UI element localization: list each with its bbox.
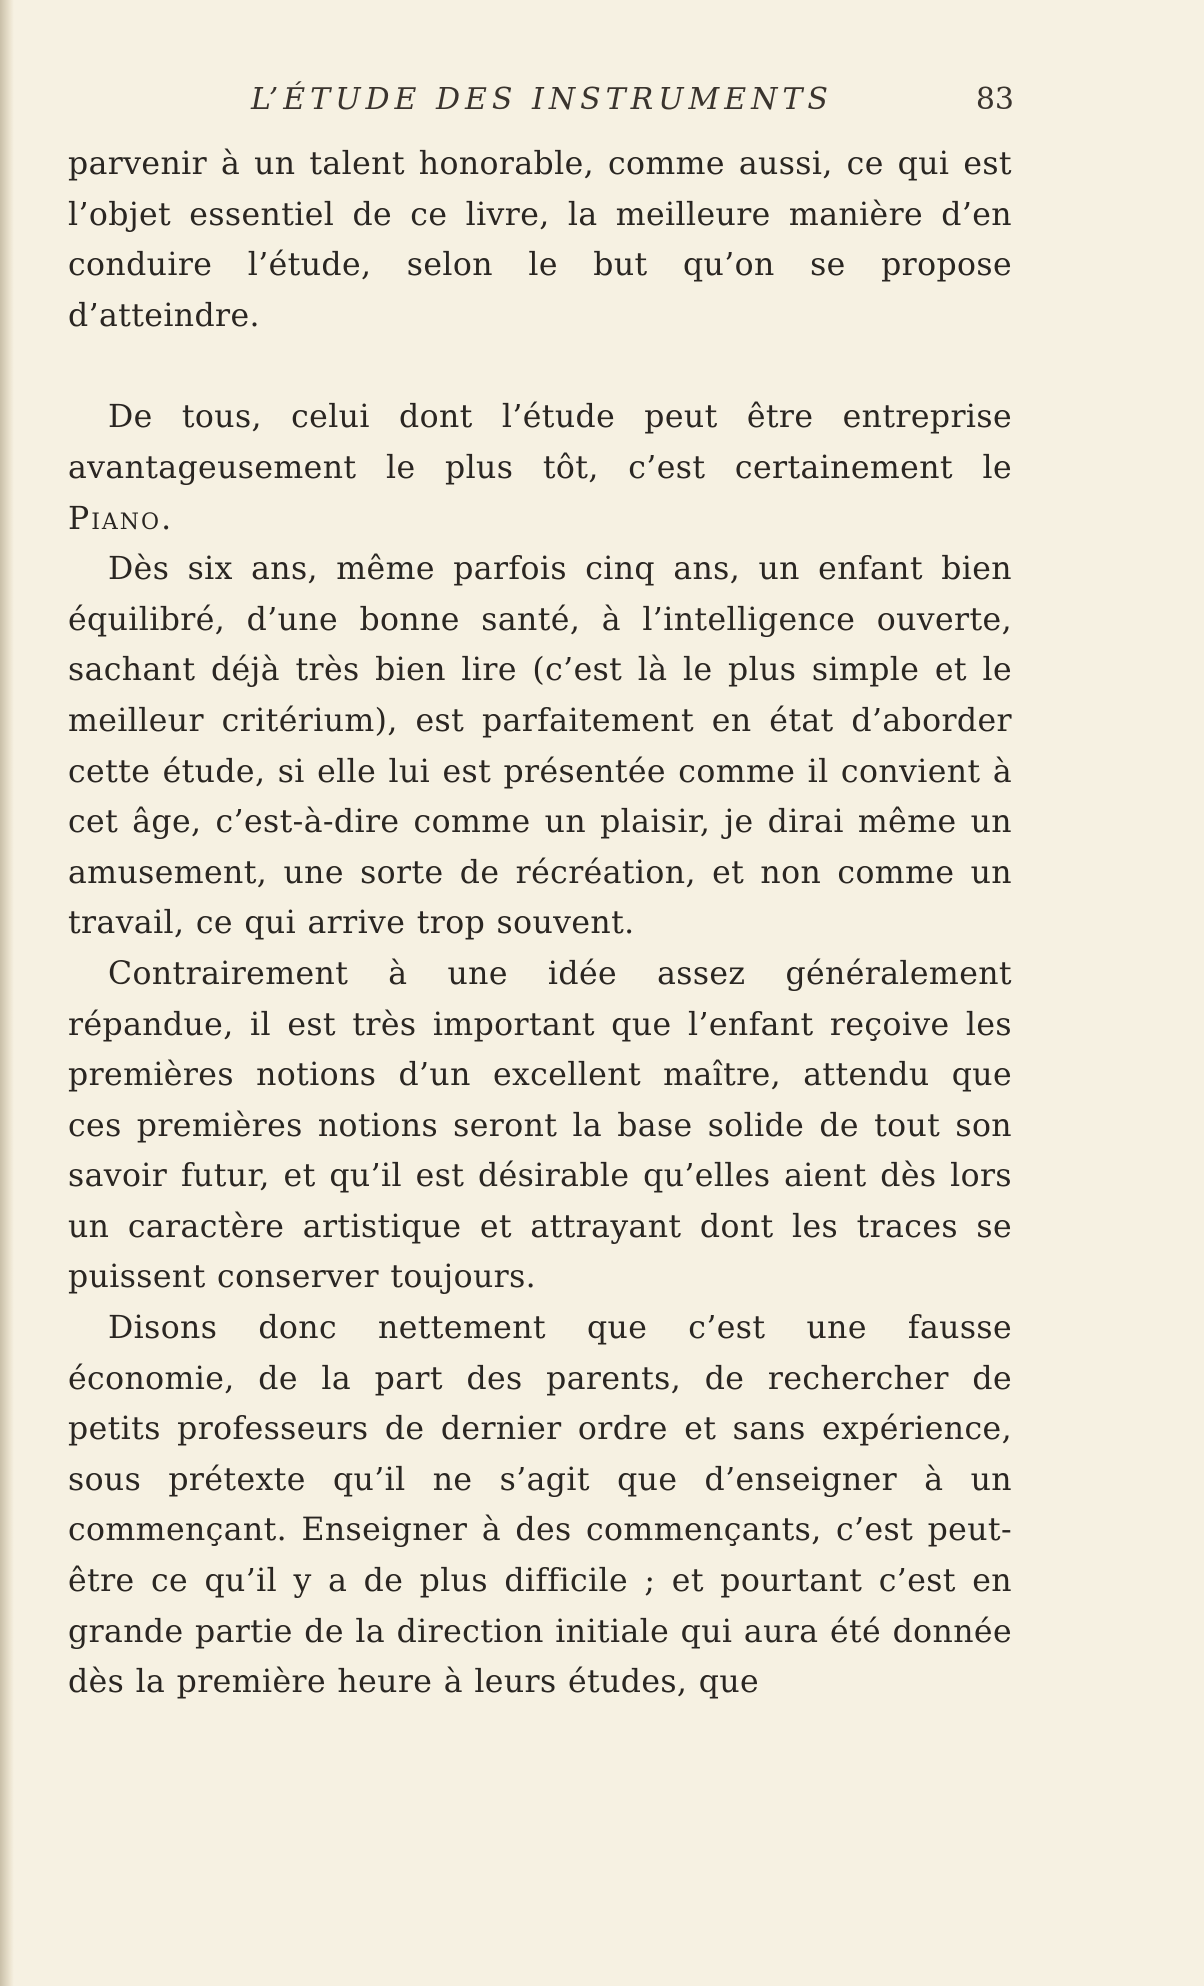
running-head [70, 80, 1014, 120]
piano-word: Piano [68, 500, 162, 537]
running-title: L’ÉTUDE DES INSTRUMENTS [251, 82, 833, 117]
page-binding-edge [0, 0, 14, 1986]
page-number: 83 [975, 82, 1014, 117]
paragraph-gap [68, 341, 1012, 392]
paragraph-2-end: . [161, 500, 172, 537]
paragraph-2-text: De tous, celui dont l’étude peut être entreprise avantageusement le plus tôt, c’est certainement le [68, 399, 1012, 486]
paragraph-5: Disons donc nettement que c’est une fausse économie, de la part des parents, de rechercher de petits professeurs de dernier ordre et sans expérience, sous prétexte qu’il ne s’agit que d’enseigner à un commençant. Enseigner à des commençants, c’est peut-être ce qu’il y a de plus difficile ; et pourtant c’est en grande partie de la direction initiale qui aura été donnée dès la première heure à leurs études, que [68, 1310, 1012, 1701]
paragraph-4: Contrairement à une idée assez généralement répandue, il est très important que l’enfant reçoive les premières notions d’un excellent maître, attendu que ces premières notions seront la base solide de tout son savoir futur, et qu’il est désirable qu’elles aient dès lors un caractère artistique et attrayant dont les traces se puissent conserver toujours. [68, 955, 1012, 1296]
paragraph-3: Dès six ans, même parfois cinq ans, un enfant bien équilibré, d’une bonne santé, à l’intelligence ouverte, sachant déjà très bien lire (c’est là le plus simple et le meilleur critérium), est parfaitement en état d’aborder cette étude, si elle lui est présentée comme il convient à cet âge, c’est-à-dire comme un plaisir, je dirai même un amusement, une sorte de récréation, et non comme un travail, ce qui arrive trop souvent. [68, 551, 1012, 942]
paragraph-2 [68, 392, 1012, 544]
body-text [68, 139, 1012, 1708]
paragraph-1: parvenir à un talent honorable, comme aussi, ce qui est l’objet essentiel de ce livre, la meilleure manière d’en conduire l’étude, selon le but qu’on se propose d’atteindre. [68, 146, 1012, 334]
